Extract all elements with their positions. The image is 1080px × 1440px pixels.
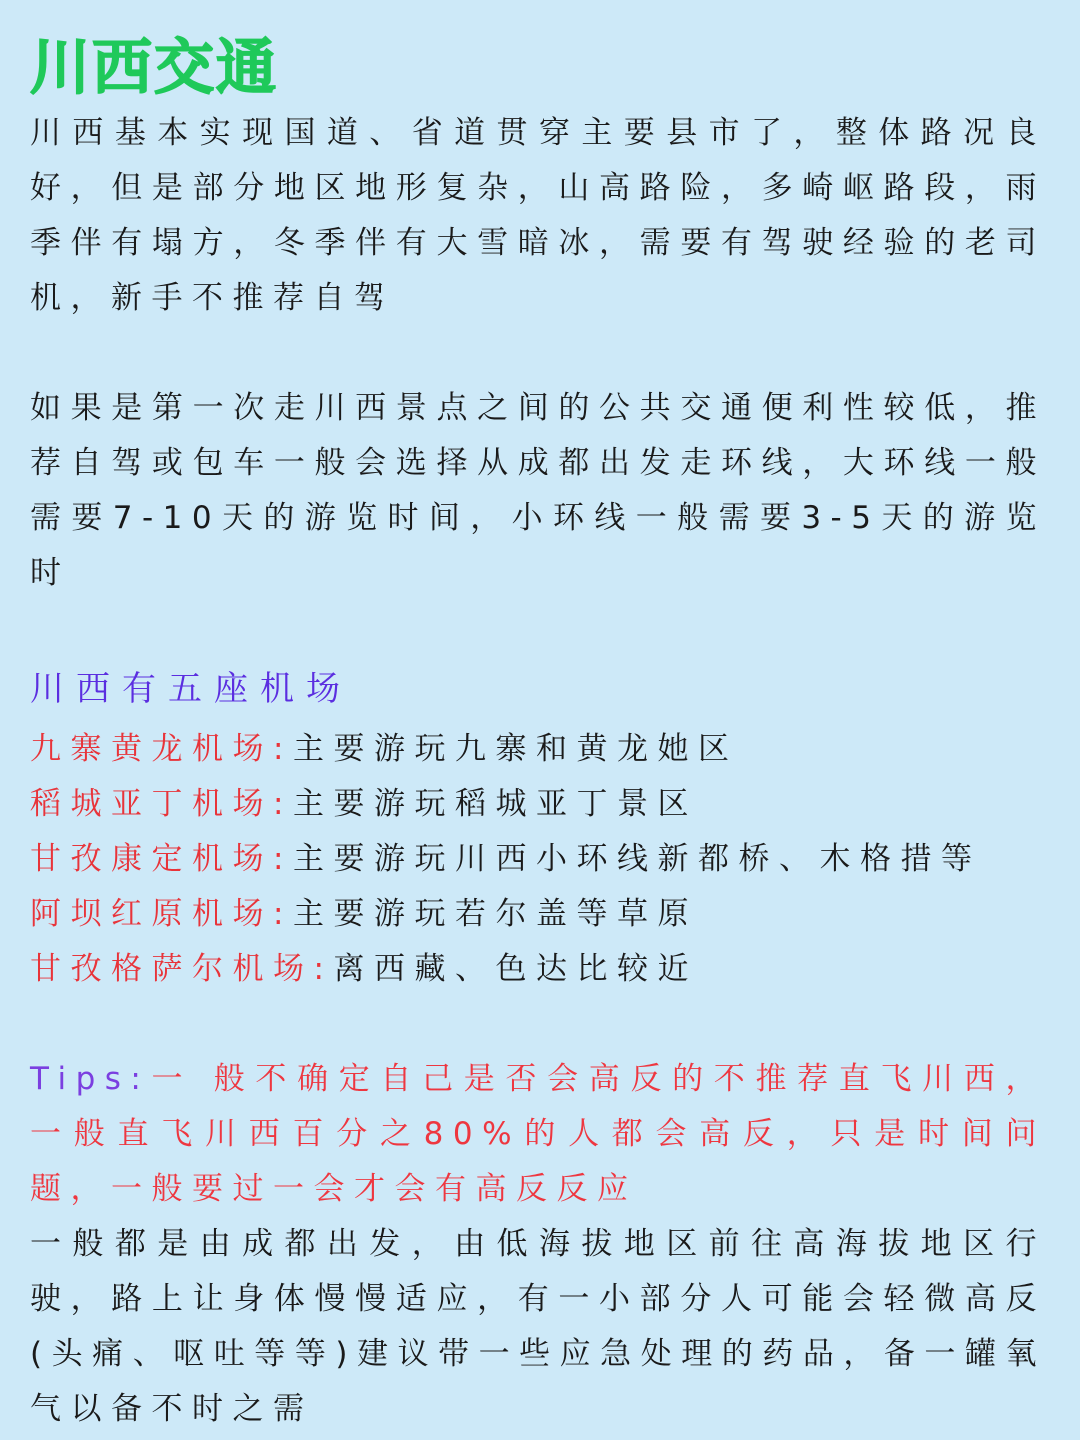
airport-description: 主要游玩川西小环线新都桥、木格措等 <box>292 841 982 877</box>
airport-description: 离西藏、色达比较近 <box>333 951 698 987</box>
list-item <box>30 887 1050 942</box>
airport-list <box>30 722 1050 997</box>
airport-name: 甘孜康定机场: <box>30 841 293 877</box>
airport-name: 阿坝红原机场: <box>30 896 293 932</box>
road-conditions-paragraph: 川西基本实现国道、省道贯穿主要县市了，整体路况良好，但是部分地区地形复杂，山高路险，多崎岖路段，雨季伴有塌方，冬季伴有大雪暗冰，需要有驾驶经验的老司机，新手不推荐自驾 <box>30 115 1046 316</box>
airport-description: 主要游玩若尔盖等草原 <box>292 896 698 932</box>
page-title: 川西交通 <box>30 33 278 103</box>
airport-name: 九寨黄龙机场: <box>30 731 293 767</box>
list-item <box>30 832 1050 887</box>
airport-description: 主要游玩稻城亚丁景区 <box>292 786 698 822</box>
airport-name: 甘孜格萨尔机场: <box>30 951 334 987</box>
airport-description: 主要游玩九寨和黄龙她区 <box>292 731 739 767</box>
list-item <box>30 942 1050 997</box>
airports-heading: 川西有五座机场 <box>30 669 352 709</box>
route-advice-paragraph: 如果是第一次走川西景点之间的公共交通便利性较低，推荐自驾或包车一般会选择从成都出发走环线，大环线一般需要7-10天的游览时间，小环线一般需要3-5天的游览时 <box>30 390 1046 591</box>
list-item <box>30 722 1050 777</box>
list-item <box>30 777 1050 832</box>
tips-paragraph <box>30 1052 1046 1217</box>
airport-name: 稻城亚丁机场: <box>30 786 293 822</box>
tips-label: Tips: <box>30 1061 151 1097</box>
tips-text: 一 般不确定自己是否会高反的不推荐直飞川西，一般直飞川西百分之80%的人都会高反，只是时间问题，一般要过一会才会有高反反应 <box>30 1061 1046 1207</box>
altitude-advice-paragraph: 一般都是由成都出发，由低海拔地区前往高海拔地区行驶，路上让身体慢慢适应，有一小部分人可能会轻微高反(头痛、呕吐等等)建议带一些应急处理的药品，备一罐氧气以备不时之需 <box>30 1226 1046 1427</box>
